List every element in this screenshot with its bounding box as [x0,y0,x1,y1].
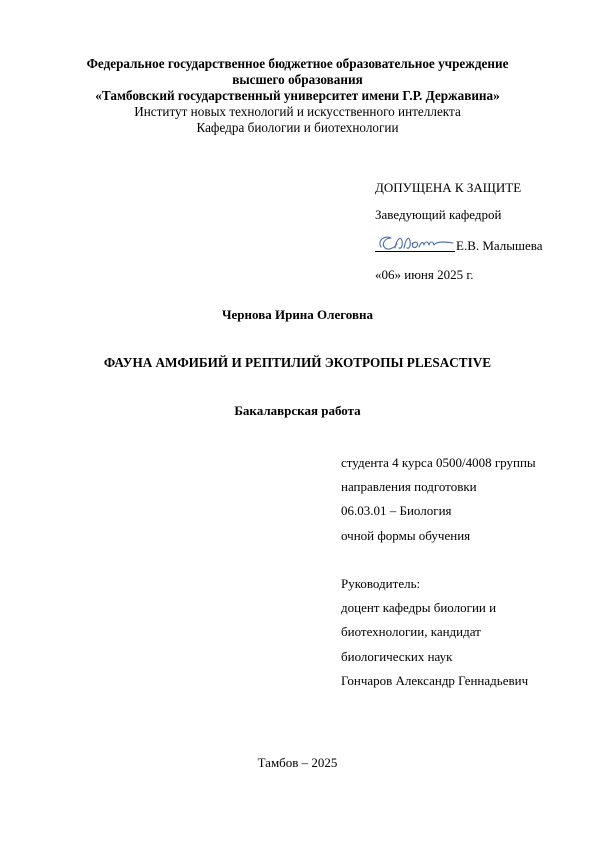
approval-status: ДОПУЩЕНА К ЗАЩИТЕ [375,180,522,195]
header-line-2: высшего образования [232,72,363,87]
detail-line: Гончаров Александр Геннадьевич [341,672,529,688]
detail-line: студента 4 курса 0500/4008 группы [341,455,536,470]
signer-name: Е.В. Малышева [456,238,543,253]
approval-date: «06» июня 2025 г. [375,267,474,282]
detail-line: биотехнологии, кандидат [341,624,481,640]
header-line-1: Федеральное государственное бюджетное образовательное учреждение [86,56,509,71]
detail-line: Руководитель: [341,575,421,591]
city-year: Тамбов – 2025 [257,755,338,770]
thesis-title: ФАУНА АМФИБИЙ И РЕПТИЛИЙ ЭКОТРОПЫ PLESACTIVE [103,355,492,370]
detail-line: очной формы обучения [341,527,471,543]
detail-line [341,548,536,572]
detail-line: доцент кафедры биологии и [341,600,497,616]
detail-line: биологических наук [341,648,453,664]
institution-header [60,56,535,136]
student-name: Чернова Ирина Олеговна [222,307,373,322]
detail-line: 06.03.01 – Биология [341,503,452,519]
work-type: Бакалаврская работа [234,403,361,418]
header-line-5: Кафедра биологии и биотехнологии [196,120,399,135]
handwritten-signature [375,232,455,254]
approval-position: Заведующий кафедрой [375,207,502,222]
signature-row [375,234,575,256]
student-details [341,451,536,693]
header-line-4: Институт новых технологий и искусственного интеллекта [134,104,461,119]
header-line-3: «Тамбовский государственный университет имени Г.Р. Державина» [95,88,500,103]
detail-line: направления подготовки [341,479,477,495]
